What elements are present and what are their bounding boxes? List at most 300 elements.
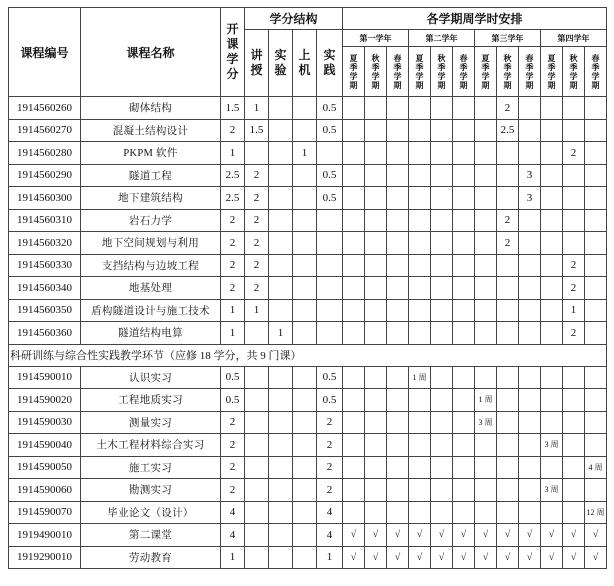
table-row [9,546,607,569]
lecture-cell: 2 [245,232,269,255]
practice-cell: 4 [317,524,343,547]
schedule-cell: √ [453,546,475,569]
computer-cell [293,322,317,345]
schedule-cell [475,97,497,120]
lecture-cell: 2 [245,277,269,300]
practice-cell: 2 [317,456,343,479]
schedule-cell [343,322,365,345]
schedule-cell: √ [387,524,409,547]
schedule-cell [387,142,409,165]
header-term-6 [453,47,475,97]
credit-cell: 2 [221,411,245,434]
schedule-cell [343,164,365,187]
course-name-cell: 砌体结构 [81,97,221,120]
computer-cell [293,97,317,120]
schedule-cell: √ [519,524,541,547]
table-row [9,524,607,547]
header-term-text: 春 季 学 期 [393,53,402,90]
schedule-cell [343,97,365,120]
schedule-cell [387,299,409,322]
course-code-cell: 1914560270 [9,119,81,142]
schedule-cell [541,366,563,389]
schedule-cell [453,366,475,389]
schedule-cell [475,277,497,300]
schedule-cell [475,456,497,479]
credit-cell: 2 [221,479,245,502]
schedule-cell [343,456,365,479]
schedule-cell [343,501,365,524]
schedule-cell [519,97,541,120]
schedule-cell [519,479,541,502]
schedule-cell [409,456,431,479]
header-term-text: 夏 季 学 期 [415,53,424,90]
schedule-cell: √ [343,524,365,547]
schedule-cell [519,209,541,232]
schedule-cell [343,434,365,457]
schedule-cell: √ [497,524,519,547]
course-code-cell: 1914560280 [9,142,81,165]
schedule-cell [453,254,475,277]
schedule-cell [563,501,585,524]
schedule-cell [497,299,519,322]
schedule-cell [453,119,475,142]
schedule-cell: √ [497,546,519,569]
schedule-cell [541,254,563,277]
schedule-cell: √ [563,546,585,569]
table-row [9,97,607,120]
schedule-cell [453,232,475,255]
header-practice: 实 践 [317,30,343,97]
schedule-cell [475,142,497,165]
computer-cell [293,299,317,322]
schedule-cell [541,456,563,479]
schedule-cell [519,456,541,479]
schedule-cell [387,456,409,479]
schedule-cell [541,232,563,255]
practice-cell: 4 [317,501,343,524]
practice-cell [317,254,343,277]
course-name-cell: 地下建筑结构 [81,187,221,210]
computer-cell [293,254,317,277]
course-code-cell: 1914590060 [9,479,81,502]
schedule-cell [409,164,431,187]
experiment-cell [269,299,293,322]
lecture-cell [245,434,269,457]
header-term-3 [387,47,409,97]
credit-cell: 4 [221,524,245,547]
course-code-cell: 1914560340 [9,277,81,300]
schedule-cell [497,411,519,434]
schedule-cell: √ [431,524,453,547]
header-term-1 [343,47,365,97]
schedule-cell [343,389,365,412]
table-header [9,8,607,97]
course-code-cell: 1914590010 [9,366,81,389]
lecture-cell [245,322,269,345]
course-name-cell: 勘测实习 [81,479,221,502]
schedule-cell: 3 [519,187,541,210]
schedule-cell [541,187,563,210]
schedule-cell [585,232,607,255]
schedule-cell [365,322,387,345]
course-name-cell: 第二课堂 [81,524,221,547]
schedule-cell [431,232,453,255]
header-term-text: 春 季 学 期 [459,53,468,90]
schedule-cell: 1 周 [409,366,431,389]
schedule-cell: √ [563,524,585,547]
schedule-cell [563,389,585,412]
schedule-cell [365,501,387,524]
header-term-text: 春 季 学 期 [591,53,600,90]
practice-rows [9,366,607,569]
schedule-cell [343,411,365,434]
schedule-cell [409,254,431,277]
credit-cell: 1 [221,546,245,569]
table-row [9,299,607,322]
computer-cell [293,232,317,255]
schedule-cell [431,501,453,524]
schedule-cell [343,142,365,165]
header-term-5 [431,47,453,97]
schedule-cell [387,119,409,142]
schedule-cell [453,209,475,232]
experiment-cell [269,456,293,479]
schedule-cell [541,119,563,142]
schedule-cell: √ [343,546,365,569]
table-row [9,322,607,345]
schedule-cell [387,187,409,210]
table-row [9,456,607,479]
header-term-text: 秋 季 学 期 [371,53,380,90]
schedule-cell [387,164,409,187]
header-term-4 [409,47,431,97]
schedule-cell [585,97,607,120]
schedule-cell [409,119,431,142]
course-name-cell: 认识实习 [81,366,221,389]
credit-cell: 2 [221,456,245,479]
schedule-cell [585,366,607,389]
schedule-cell: 2 [563,277,585,300]
schedule-cell [409,277,431,300]
course-code-cell: 1914590040 [9,434,81,457]
header-term-text: 夏 季 学 期 [349,53,358,90]
course-code-cell: 1919290010 [9,546,81,569]
schedule-cell [431,299,453,322]
schedule-cell: √ [409,524,431,547]
lecture-cell: 2 [245,187,269,210]
schedule-cell [365,97,387,120]
header-term-text: 夏 季 学 期 [481,53,490,90]
schedule-cell [585,434,607,457]
schedule-cell [409,209,431,232]
schedule-cell [387,389,409,412]
course-code-cell: 1914560360 [9,322,81,345]
schedule-cell [475,434,497,457]
header-term-12 [585,47,607,97]
credit-cell: 1.5 [221,97,245,120]
header-term-11 [563,47,585,97]
schedule-cell [387,254,409,277]
course-name-cell: 测量实习 [81,411,221,434]
schedule-cell [453,389,475,412]
schedule-cell [585,277,607,300]
course-code-cell: 1914590070 [9,501,81,524]
experiment-cell [269,524,293,547]
schedule-cell: √ [475,524,497,547]
course-code-cell: 1914590050 [9,456,81,479]
schedule-cell [365,254,387,277]
computer-cell [293,411,317,434]
experiment-cell [269,164,293,187]
practice-cell [317,277,343,300]
header-year-1: 第一学年 [343,30,409,47]
credit-cell: 2 [221,209,245,232]
schedule-cell [387,411,409,434]
schedule-cell [453,456,475,479]
schedule-cell [365,142,387,165]
schedule-cell [431,277,453,300]
schedule-cell [409,97,431,120]
schedule-cell [453,164,475,187]
schedule-cell [453,142,475,165]
experiment-cell: 1 [269,322,293,345]
schedule-cell [563,187,585,210]
experiment-cell [269,232,293,255]
course-name-cell: 工程地质实习 [81,389,221,412]
table-row [9,479,607,502]
computer-cell [293,524,317,547]
schedule-cell [475,501,497,524]
section-heading-row [9,344,607,366]
course-name-cell: 施工实习 [81,456,221,479]
schedule-cell [387,209,409,232]
schedule-cell [343,119,365,142]
course-name-cell: 地基处理 [81,277,221,300]
computer-cell [293,546,317,569]
schedule-cell [497,389,519,412]
schedule-cell [497,366,519,389]
schedule-cell [541,299,563,322]
schedule-cell [563,456,585,479]
credit-cell: 0.5 [221,366,245,389]
schedule-cell [409,389,431,412]
schedule-cell [365,479,387,502]
credit-cell: 2 [221,119,245,142]
course-name-cell: 隧道结构电算 [81,322,221,345]
credit-cell: 4 [221,501,245,524]
table-row [9,232,607,255]
schedule-cell [585,479,607,502]
schedule-cell [497,456,519,479]
schedule-cell [431,254,453,277]
schedule-cell [387,322,409,345]
schedule-cell: 2 [563,254,585,277]
schedule-cell [365,232,387,255]
schedule-cell: √ [519,546,541,569]
schedule-cell [431,479,453,502]
schedule-cell: √ [541,546,563,569]
table-row [9,501,607,524]
schedule-cell [453,277,475,300]
computer-cell [293,456,317,479]
course-name-cell: 支挡结构与边坡工程 [81,254,221,277]
schedule-cell [563,434,585,457]
schedule-cell [365,366,387,389]
lecture-cell [245,389,269,412]
lecture-cell [245,142,269,165]
schedule-cell [365,299,387,322]
course-code-cell: 1919490010 [9,524,81,547]
schedule-cell: 3 周 [541,434,563,457]
schedule-cell: 2 [563,322,585,345]
course-name-cell: 劳动教育 [81,546,221,569]
schedule-cell [475,254,497,277]
computer-cell [293,209,317,232]
schedule-cell [431,119,453,142]
course-name-cell: 岩石力学 [81,209,221,232]
course-code-cell: 1914560350 [9,299,81,322]
course-name-cell: PKPM 软件 [81,142,221,165]
experiment-cell [269,479,293,502]
schedule-cell [431,366,453,389]
practice-cell: 0.5 [317,119,343,142]
credit-cell: 2 [221,254,245,277]
schedule-cell: √ [541,524,563,547]
header-term-text: 夏 季 学 期 [547,53,556,90]
schedule-cell [475,164,497,187]
course-code-cell: 1914590020 [9,389,81,412]
table-row [9,277,607,300]
schedule-cell [409,187,431,210]
curriculum-table-wrapper [8,7,606,569]
practice-cell: 2 [317,411,343,434]
lecture-cell [245,479,269,502]
computer-cell [293,479,317,502]
computer-cell: 1 [293,142,317,165]
practice-cell: 0.5 [317,389,343,412]
schedule-cell [541,501,563,524]
lecture-cell [245,411,269,434]
schedule-cell [585,119,607,142]
schedule-cell [541,322,563,345]
schedule-cell [343,479,365,502]
schedule-cell: √ [585,524,607,547]
table-row [9,119,607,142]
header-term-8 [497,47,519,97]
schedule-cell: √ [453,524,475,547]
computer-cell [293,277,317,300]
schedule-cell [431,456,453,479]
schedule-cell [519,366,541,389]
schedule-cell [585,322,607,345]
schedule-cell [365,164,387,187]
schedule-cell [409,434,431,457]
schedule-cell [497,187,519,210]
schedule-cell: 1 周 [475,389,497,412]
course-code-cell: 1914560260 [9,97,81,120]
schedule-cell: √ [585,546,607,569]
schedule-cell [519,142,541,165]
curriculum-table [8,7,607,569]
schedule-cell [563,366,585,389]
schedule-cell [519,254,541,277]
schedule-cell: √ [431,546,453,569]
schedule-cell: 12 周 [585,501,607,524]
schedule-cell: √ [409,546,431,569]
practice-cell: 0.5 [317,164,343,187]
schedule-cell: 2.5 [497,119,519,142]
schedule-cell [343,299,365,322]
computer-cell [293,187,317,210]
schedule-cell [365,434,387,457]
computer-cell [293,434,317,457]
schedule-cell: 2 [563,142,585,165]
schedule-cell: 2 [497,97,519,120]
credit-cell: 2.5 [221,187,245,210]
schedule-cell [387,434,409,457]
schedule-cell [519,299,541,322]
credit-cell: 1 [221,322,245,345]
schedule-cell [541,164,563,187]
schedule-cell [585,389,607,412]
schedule-cell: 3 周 [541,479,563,502]
credit-cell: 2 [221,232,245,255]
header-term-9 [519,47,541,97]
schedule-cell [475,322,497,345]
header-term-10 [541,47,563,97]
lecture-cell: 2 [245,164,269,187]
course-name-cell: 毕业论文（设计） [81,501,221,524]
table-row [9,254,607,277]
header-year-2: 第二学年 [409,30,475,47]
lecture-cell: 2 [245,254,269,277]
schedule-cell [519,434,541,457]
schedule-cell: 1 [563,299,585,322]
credit-cell: 0.5 [221,389,245,412]
schedule-cell [541,411,563,434]
schedule-cell [497,277,519,300]
table-row [9,187,607,210]
course-name-cell: 土木工程材料综合实习 [81,434,221,457]
schedule-cell [585,411,607,434]
schedule-cell [497,322,519,345]
course-name-cell: 盾构隧道设计与施工技术 [81,299,221,322]
schedule-cell [563,411,585,434]
schedule-cell [475,366,497,389]
schedule-cell [541,142,563,165]
table-row [9,366,607,389]
table-row [9,164,607,187]
schedule-cell [365,119,387,142]
lecture-cell: 1 [245,97,269,120]
course-code-cell: 1914560290 [9,164,81,187]
computer-cell [293,389,317,412]
schedule-cell [387,277,409,300]
experiment-cell [269,119,293,142]
lecture-cell: 1 [245,299,269,322]
schedule-cell [453,187,475,210]
header-term-text: 春 季 学 期 [525,53,534,90]
header-term-7 [475,47,497,97]
schedule-cell [541,277,563,300]
header-term-text: 秋 季 学 期 [569,53,578,90]
computer-cell [293,501,317,524]
schedule-cell [497,434,519,457]
lecture-cell [245,501,269,524]
schedule-cell [453,97,475,120]
header-semester-credit [221,8,245,97]
schedule-cell [585,164,607,187]
